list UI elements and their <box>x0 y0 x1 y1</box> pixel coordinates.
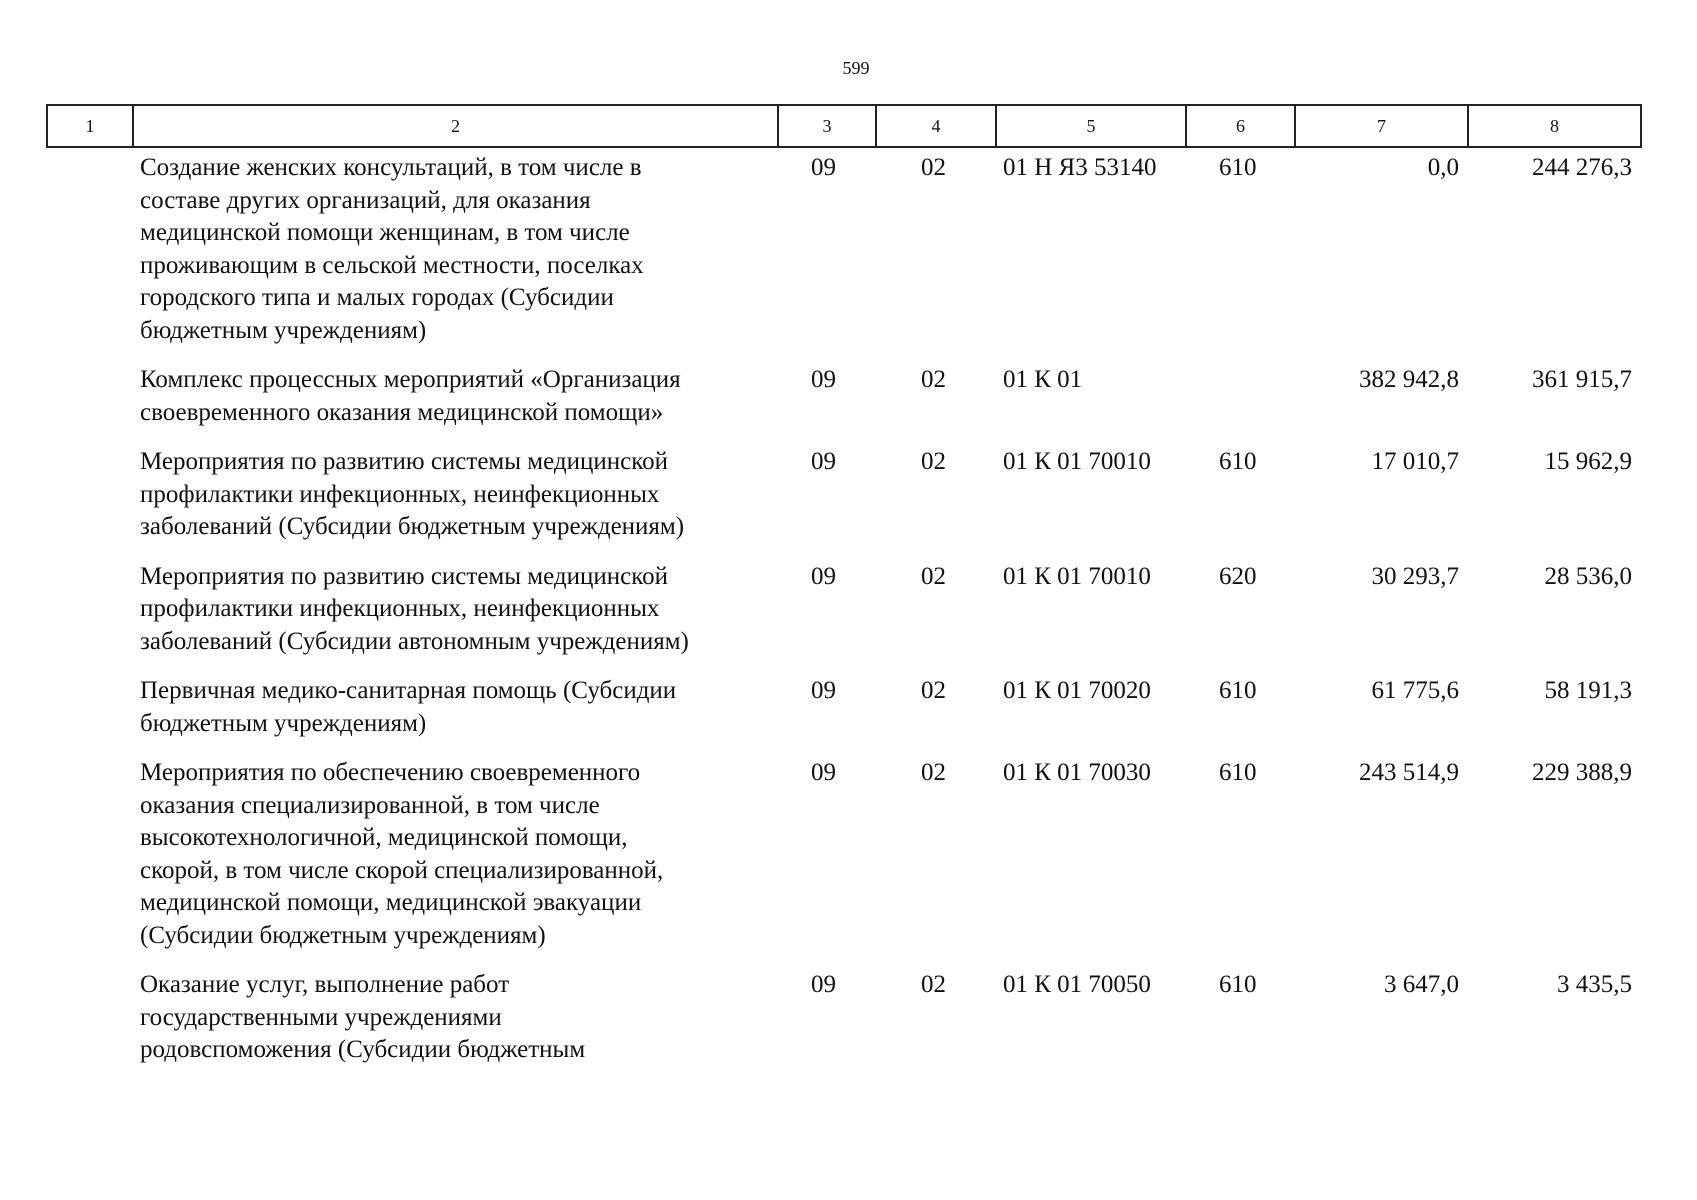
table-row <box>46 446 1640 561</box>
header-col-6: 6 <box>1186 105 1295 147</box>
cell-value-8: 58 191,3 <box>1544 677 1632 704</box>
table-header <box>46 104 1642 148</box>
cell-value-7: 243 514,9 <box>1359 759 1459 786</box>
cell-name-line: Создание женских консультаций, в том числе в <box>140 154 642 181</box>
cell-code: 01 Н Я3 53140 <box>1003 154 1157 181</box>
cell-value-7: 0,0 <box>1427 154 1459 181</box>
cell-name <box>132 757 777 969</box>
cell-name-line: бюджетным учреждениям) <box>140 316 427 344</box>
cell-type: 610 <box>1219 677 1257 704</box>
cell-number <box>46 561 132 676</box>
cell-subsection: 02 <box>921 677 946 704</box>
cell-code: 01 К 01 70050 <box>1003 971 1151 998</box>
cell-subsection: 02 <box>921 448 946 475</box>
header-col-4: 4 <box>876 105 996 147</box>
budget-table-body <box>46 152 1640 1084</box>
header-col-1: 1 <box>47 105 133 147</box>
cell-name-line: скорой, в том числе скорой специализированной, <box>140 856 664 884</box>
table-row <box>46 364 1640 446</box>
cell-name-line: Мероприятия по обеспечению своевременного <box>140 759 641 786</box>
cell-number <box>46 152 132 364</box>
cell-subsection: 02 <box>921 562 946 590</box>
cell-section: 09 <box>811 154 836 181</box>
cell-name-line: (Субсидии бюджетным учреждениям) <box>140 921 546 949</box>
cell-value-7: 382 942,8 <box>1359 366 1459 393</box>
cell-name-line: профилактики инфекционных, неинфекционных <box>140 480 660 508</box>
cell-name <box>132 561 777 676</box>
cell-name-line: составе других организаций, для оказания <box>140 186 591 214</box>
cell-name-line: бюджетным учреждениям) <box>140 709 427 737</box>
table-row <box>46 561 1640 676</box>
table-row <box>46 757 1640 969</box>
cell-name <box>132 152 777 364</box>
cell-value-7: 30 293,7 <box>1371 562 1459 590</box>
cell-value-8: 361 915,7 <box>1532 366 1632 393</box>
header-col-2: 2 <box>133 105 778 147</box>
cell-name <box>132 675 777 757</box>
table-row <box>46 152 1640 364</box>
table-row <box>46 675 1640 757</box>
cell-value-7: 17 010,7 <box>1371 448 1459 475</box>
cell-type <box>1185 364 1294 446</box>
cell-code: 01 К 01 70010 <box>1003 448 1151 475</box>
cell-name-line: заболеваний (Субсидии автономным учреждениям) <box>140 627 689 655</box>
cell-number <box>46 446 132 561</box>
cell-subsection: 02 <box>921 971 946 998</box>
cell-section: 09 <box>811 366 836 393</box>
cell-name-line: родовспоможения (Субсидии бюджетным <box>140 1036 586 1063</box>
cell-name-line: Первичная медико-санитарная помощь (Субсидии <box>140 677 677 704</box>
cell-name <box>132 446 777 561</box>
cell-name-line: городского типа и малых городах (Субсидии <box>140 284 614 311</box>
cell-name-line: своевременного оказания медицинской помощи» <box>140 398 664 426</box>
cell-type: 610 <box>1219 154 1257 181</box>
cell-value-8: 229 388,9 <box>1532 759 1632 786</box>
cell-name-line: Комплекс процессных мероприятий «Организация <box>140 366 681 393</box>
cell-section: 09 <box>811 562 836 590</box>
cell-value-8: 3 435,5 <box>1557 971 1632 998</box>
cell-number <box>46 364 132 446</box>
header-col-7: 7 <box>1295 105 1468 147</box>
cell-name-line: государственными учреждениями <box>140 1003 502 1031</box>
cell-section: 09 <box>811 759 836 786</box>
cell-name-line: профилактики инфекционных, неинфекционных <box>140 595 660 622</box>
cell-value-8: 15 962,9 <box>1544 448 1632 475</box>
cell-number <box>46 675 132 757</box>
cell-name-line: Оказание услуг, выполнение работ <box>140 971 510 998</box>
header-col-8: 8 <box>1468 105 1641 147</box>
cell-name <box>132 364 777 446</box>
cell-type: 610 <box>1219 759 1257 786</box>
cell-section: 09 <box>811 971 836 998</box>
cell-name-line: оказания специализированной, в том числе <box>140 791 600 819</box>
cell-name <box>132 969 777 1084</box>
cell-name-line: высокотехнологичной, медицинской помощи, <box>140 824 628 851</box>
cell-code: 01 К 01 70010 <box>1003 562 1151 590</box>
cell-section: 09 <box>811 448 836 475</box>
cell-type: 610 <box>1219 971 1257 998</box>
cell-name-line: Мероприятия по развитию системы медицинской <box>140 448 668 475</box>
header-col-5: 5 <box>996 105 1186 147</box>
cell-subsection: 02 <box>921 366 946 393</box>
cell-name-line: Мероприятия по развитию системы медицинской <box>140 562 668 590</box>
cell-subsection: 02 <box>921 759 946 786</box>
cell-value-7: 3 647,0 <box>1384 971 1459 998</box>
page-number: 599 <box>842 58 870 78</box>
cell-type: 610 <box>1219 448 1257 475</box>
cell-value-8: 28 536,0 <box>1544 562 1632 590</box>
cell-name-line: медицинской помощи, медицинской эвакуации <box>140 889 642 916</box>
cell-type: 620 <box>1219 562 1257 590</box>
header-col-3: 3 <box>778 105 876 147</box>
cell-value-8: 244 276,3 <box>1532 154 1632 181</box>
cell-name-line: проживающим в сельской местности, поселках <box>140 251 644 279</box>
table-row <box>46 969 1640 1084</box>
cell-section: 09 <box>811 677 836 704</box>
cell-code: 01 К 01 70030 <box>1003 759 1151 786</box>
cell-code: 01 К 01 70020 <box>1003 677 1151 704</box>
cell-number <box>46 969 132 1084</box>
cell-code: 01 К 01 <box>1003 366 1083 393</box>
cell-number <box>46 757 132 969</box>
cell-value-7: 61 775,6 <box>1371 677 1459 704</box>
cell-subsection: 02 <box>921 154 946 181</box>
cell-name-line: заболеваний (Субсидии бюджетным учреждениям) <box>140 513 685 540</box>
cell-name-line: медицинской помощи женщинам, в том числе <box>140 219 630 246</box>
